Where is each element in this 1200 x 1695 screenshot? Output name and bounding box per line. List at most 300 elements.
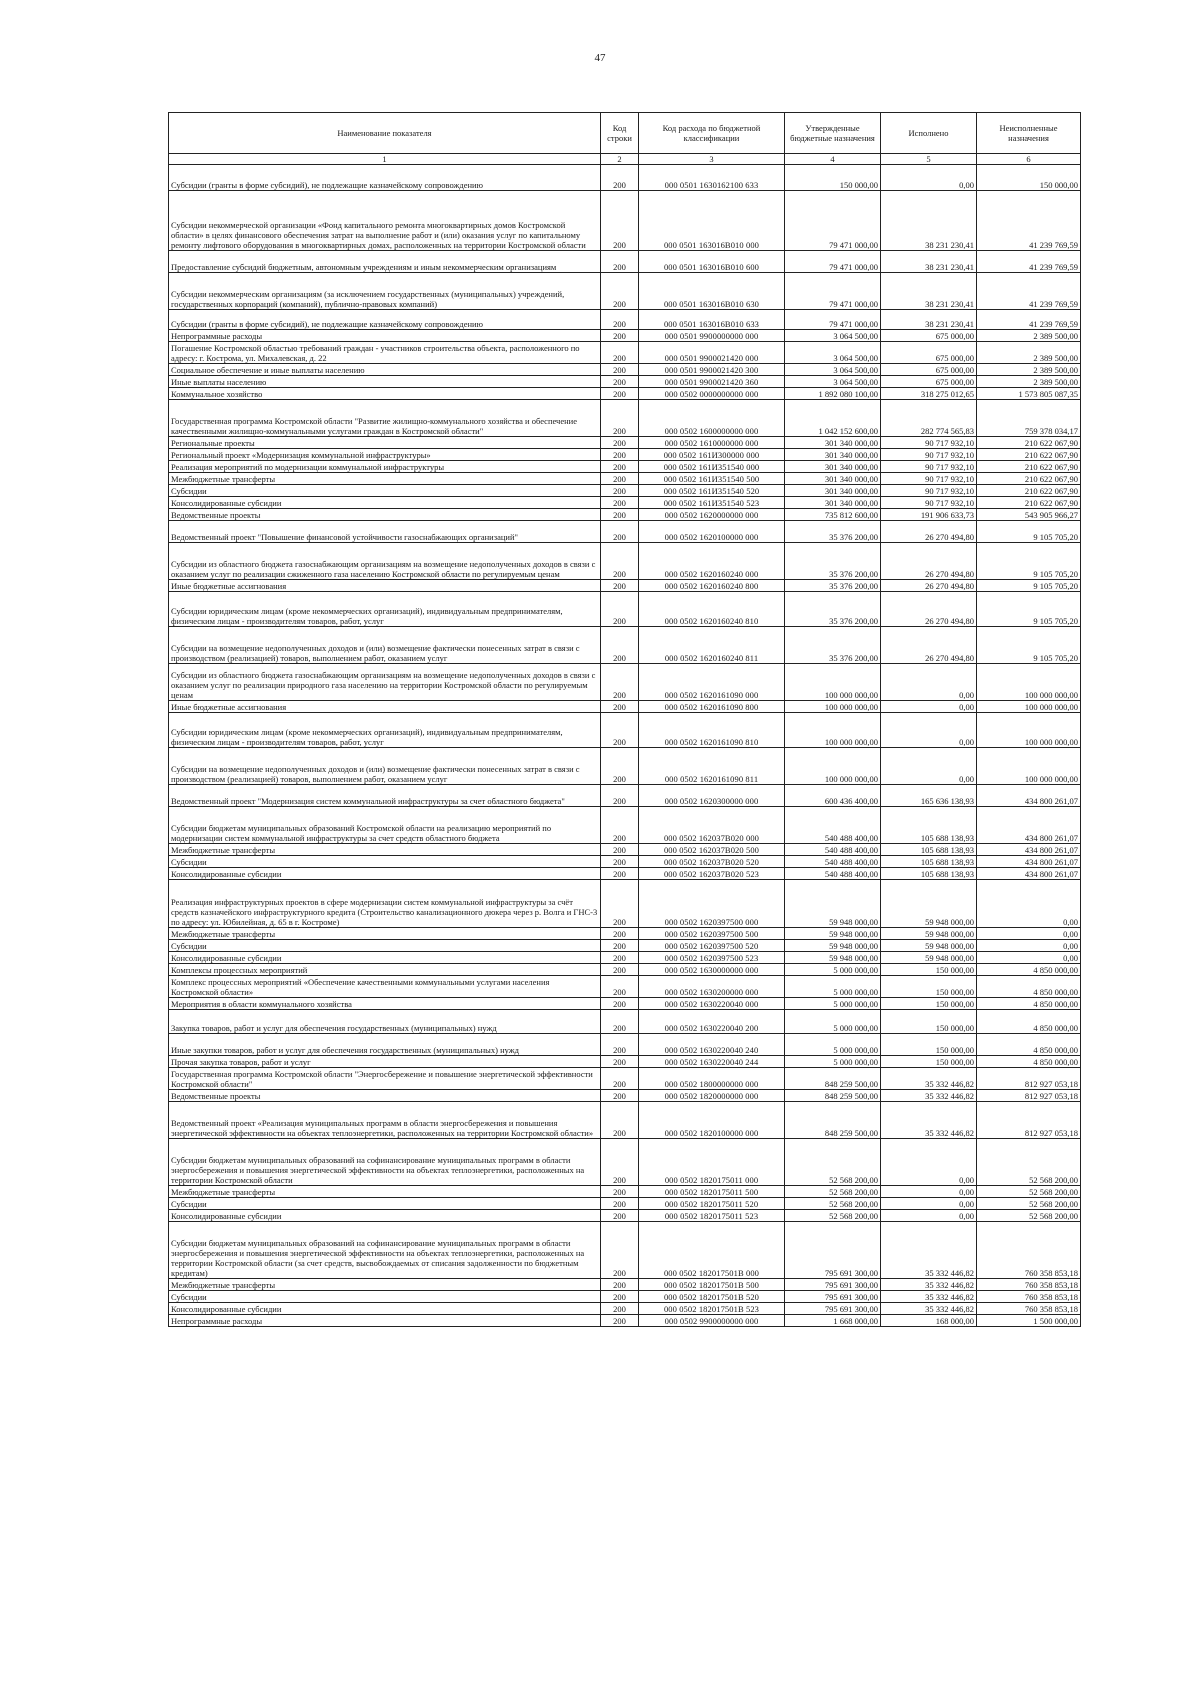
column-number: 2	[601, 154, 639, 165]
row-remaining-amount: 100 000 000,00	[977, 713, 1081, 748]
row-executed-amount: 26 270 494,80	[881, 521, 977, 543]
row-budget-class-code: 000 0502 1620161090 800	[639, 701, 785, 713]
row-indicator-name: Консолидированные субсидии	[169, 497, 601, 509]
row-indicator-name: Непрограммные расходы	[169, 1315, 601, 1327]
row-budget-class-code: 000 0502 1630220040 244	[639, 1056, 785, 1068]
row-executed-amount: 90 717 932,10	[881, 449, 977, 461]
row-indicator-name: Непрограммные расходы	[169, 330, 601, 342]
row-line-code: 200	[601, 1186, 639, 1198]
row-executed-amount: 35 332 446,82	[881, 1068, 977, 1090]
row-remaining-amount: 41 239 769,59	[977, 310, 1081, 330]
row-budget-class-code: 000 0501 163016В010 630	[639, 273, 785, 310]
row-remaining-amount: 9 105 705,20	[977, 592, 1081, 627]
row-indicator-name: Субсидии юридическим лицам (кроме некоммерческих организаций), индивидуальным предпринимателям, физическим лицам - производителям товаров, работ, услуг	[169, 592, 601, 627]
row-approved-amount: 795 691 300,00	[785, 1279, 881, 1291]
row-remaining-amount: 52 568 200,00	[977, 1186, 1081, 1198]
row-indicator-name: Ведомственный проект "Повышение финансовой устойчивости газоснабжающих организаций"	[169, 521, 601, 543]
row-line-code: 200	[601, 1198, 639, 1210]
table-row	[169, 473, 1081, 485]
table-row	[169, 449, 1081, 461]
row-indicator-name: Ведомственный проект «Реализация муниципальных программ в области энергосбережения и повышения энергетической эффективности на объектах теплоэнергетики, расположенных на территории Костромской области»	[169, 1102, 601, 1139]
row-line-code: 200	[601, 1102, 639, 1139]
row-remaining-amount: 760 358 853,18	[977, 1303, 1081, 1315]
table-row	[169, 868, 1081, 880]
row-approved-amount: 59 948 000,00	[785, 880, 881, 928]
row-indicator-name: Прочая закупка товаров, работ и услуг	[169, 1056, 601, 1068]
row-executed-amount: 0,00	[881, 1186, 977, 1198]
row-executed-amount: 0,00	[881, 1198, 977, 1210]
row-remaining-amount: 210 622 067,90	[977, 461, 1081, 473]
row-remaining-amount: 434 800 261,07	[977, 785, 1081, 807]
row-executed-amount: 38 231 230,41	[881, 310, 977, 330]
row-executed-amount: 105 688 138,93	[881, 807, 977, 844]
table-row	[169, 976, 1081, 998]
row-remaining-amount: 4 850 000,00	[977, 964, 1081, 976]
row-budget-class-code: 000 0502 1620161090 000	[639, 664, 785, 701]
row-approved-amount: 301 340 000,00	[785, 437, 881, 449]
row-executed-amount: 0,00	[881, 165, 977, 191]
table-row	[169, 844, 1081, 856]
table-row	[169, 713, 1081, 748]
row-remaining-amount: 100 000 000,00	[977, 748, 1081, 785]
row-budget-class-code: 000 0502 1620160240 800	[639, 580, 785, 592]
row-remaining-amount: 2 389 500,00	[977, 364, 1081, 376]
row-budget-class-code: 000 0502 1820000000 000	[639, 1090, 785, 1102]
row-executed-amount: 59 948 000,00	[881, 952, 977, 964]
table-row	[169, 521, 1081, 543]
row-approved-amount: 35 376 200,00	[785, 521, 881, 543]
row-line-code: 200	[601, 521, 639, 543]
row-remaining-amount: 9 105 705,20	[977, 521, 1081, 543]
row-approved-amount: 540 488 400,00	[785, 807, 881, 844]
row-line-code: 200	[601, 580, 639, 592]
row-line-code: 200	[601, 998, 639, 1010]
row-remaining-amount: 2 389 500,00	[977, 376, 1081, 388]
row-indicator-name: Субсидии бюджетам муниципальных образований на софинансирование муниципальных программ в области энергосбережения и повышения энергетической эффективности на объектах теплоэнергетики, расположенных на территории Костромской области	[169, 1139, 601, 1186]
row-remaining-amount: 2 389 500,00	[977, 330, 1081, 342]
table-row	[169, 952, 1081, 964]
row-executed-amount: 35 332 446,82	[881, 1222, 977, 1279]
row-indicator-name: Субсидии	[169, 856, 601, 868]
row-approved-amount: 301 340 000,00	[785, 485, 881, 497]
row-line-code: 200	[601, 1056, 639, 1068]
row-executed-amount: 0,00	[881, 748, 977, 785]
row-line-code: 200	[601, 713, 639, 748]
row-budget-class-code: 000 0502 161И300000 000	[639, 449, 785, 461]
row-indicator-name: Субсидии на возмещение недополученных доходов и (или) возмещение фактически понесенных затрат в связи с производством (реализацией) товаров, выполнением работ, оказанием услуг	[169, 627, 601, 664]
row-remaining-amount: 760 358 853,18	[977, 1279, 1081, 1291]
table-row	[169, 273, 1081, 310]
table-row	[169, 1210, 1081, 1222]
row-approved-amount: 100 000 000,00	[785, 701, 881, 713]
header-indicator-name: Наименование показателя	[169, 113, 601, 154]
row-indicator-name: Консолидированные субсидии	[169, 868, 601, 880]
row-remaining-amount: 0,00	[977, 928, 1081, 940]
row-line-code: 200	[601, 400, 639, 437]
row-line-code: 200	[601, 807, 639, 844]
row-remaining-amount: 41 239 769,59	[977, 251, 1081, 273]
row-executed-amount: 150 000,00	[881, 1056, 977, 1068]
row-executed-amount: 35 332 446,82	[881, 1291, 977, 1303]
column-number: 3	[639, 154, 785, 165]
table-row	[169, 1010, 1081, 1034]
table-row	[169, 400, 1081, 437]
row-line-code: 200	[601, 310, 639, 330]
row-indicator-name: Погашение Костромской областью требований граждан - участников строительства объекта, расположенного по адресу: г. Кострома, ул. Михалевская, д. 22	[169, 342, 601, 364]
row-approved-amount: 1 668 000,00	[785, 1315, 881, 1327]
budget-execution-table	[168, 112, 1081, 1327]
row-indicator-name: Межбюджетные трансферты	[169, 1279, 601, 1291]
row-budget-class-code: 000 0502 1620160240 810	[639, 592, 785, 627]
row-indicator-name: Региональные проекты	[169, 437, 601, 449]
row-indicator-name: Реализация мероприятий по модернизации коммунальной инфраструктуры	[169, 461, 601, 473]
row-approved-amount: 735 812 600,00	[785, 509, 881, 521]
row-executed-amount: 26 270 494,80	[881, 543, 977, 580]
row-remaining-amount: 812 927 053,18	[977, 1090, 1081, 1102]
row-indicator-name: Субсидии из областного бюджета газоснабжающим организациям на возмещение недополученных доходов в связи с оказанием услуг по реализации сжиженного газа населению Костромской области по регулируемым ценам	[169, 543, 601, 580]
row-executed-amount: 105 688 138,93	[881, 844, 977, 856]
table-row	[169, 165, 1081, 191]
table-row	[169, 940, 1081, 952]
row-executed-amount: 675 000,00	[881, 376, 977, 388]
row-indicator-name: Консолидированные субсидии	[169, 1210, 601, 1222]
row-executed-amount: 168 000,00	[881, 1315, 977, 1327]
row-indicator-name: Комплекс процессных мероприятий «Обеспечение качественными коммунальными услугами населения Костромской области»	[169, 976, 601, 998]
row-approved-amount: 100 000 000,00	[785, 713, 881, 748]
row-line-code: 200	[601, 928, 639, 940]
row-budget-class-code: 000 0502 1620397500 500	[639, 928, 785, 940]
row-budget-class-code: 000 0502 1820175011 523	[639, 1210, 785, 1222]
table-row	[169, 1279, 1081, 1291]
row-indicator-name: Субсидии на возмещение недополученных доходов и (или) возмещение фактически понесенных затрат в связи с производством (реализацией) товаров, выполнением работ, оказанием услуг	[169, 748, 601, 785]
row-indicator-name: Закупка товаров, работ и услуг для обеспечения государственных (муниципальных) нужд	[169, 1010, 601, 1034]
row-indicator-name: Субсидии	[169, 940, 601, 952]
row-budget-class-code: 000 0502 1820175011 000	[639, 1139, 785, 1186]
row-remaining-amount: 0,00	[977, 952, 1081, 964]
row-remaining-amount: 210 622 067,90	[977, 437, 1081, 449]
row-line-code: 200	[601, 1303, 639, 1315]
row-budget-class-code: 000 0502 161И351540 500	[639, 473, 785, 485]
row-line-code: 200	[601, 376, 639, 388]
row-indicator-name: Реализация инфраструктурных проектов в сфере модернизации систем коммунальной инфраструктуры за счёт средств казначейского инфраструктурного кредита (Строительство канализационного дюкера через р. Волга и ГНС-3 по адресу: ул. Юбилейная, д. 65 в г. Костроме)	[169, 880, 601, 928]
table-row	[169, 627, 1081, 664]
row-approved-amount: 79 471 000,00	[785, 310, 881, 330]
row-budget-class-code: 000 0501 163016В010 000	[639, 191, 785, 251]
budget-table-container	[168, 112, 1080, 1327]
table-row	[169, 497, 1081, 509]
row-budget-class-code: 000 0502 1630200000 000	[639, 976, 785, 998]
column-number-row	[169, 154, 1081, 165]
row-executed-amount: 0,00	[881, 664, 977, 701]
row-executed-amount: 165 636 138,93	[881, 785, 977, 807]
table-row	[169, 748, 1081, 785]
table-row	[169, 580, 1081, 592]
row-line-code: 200	[601, 1315, 639, 1327]
row-budget-class-code: 000 0502 1600000000 000	[639, 400, 785, 437]
row-approved-amount: 5 000 000,00	[785, 976, 881, 998]
row-approved-amount: 301 340 000,00	[785, 449, 881, 461]
row-approved-amount: 100 000 000,00	[785, 748, 881, 785]
row-executed-amount: 675 000,00	[881, 342, 977, 364]
row-indicator-name: Субсидии	[169, 485, 601, 497]
row-indicator-name: Ведомственные проекты	[169, 1090, 601, 1102]
row-line-code: 200	[601, 1279, 639, 1291]
row-line-code: 200	[601, 364, 639, 376]
table-row	[169, 1034, 1081, 1056]
row-executed-amount: 282 774 565,83	[881, 400, 977, 437]
row-indicator-name: Консолидированные субсидии	[169, 952, 601, 964]
row-budget-class-code: 000 0502 1620000000 000	[639, 509, 785, 521]
row-approved-amount: 540 488 400,00	[785, 868, 881, 880]
row-indicator-name: Субсидии	[169, 1291, 601, 1303]
row-executed-amount: 675 000,00	[881, 330, 977, 342]
table-row	[169, 701, 1081, 713]
row-approved-amount: 52 568 200,00	[785, 1139, 881, 1186]
row-approved-amount: 848 259 500,00	[785, 1102, 881, 1139]
table-row	[169, 1056, 1081, 1068]
row-approved-amount: 59 948 000,00	[785, 940, 881, 952]
row-approved-amount: 600 436 400,00	[785, 785, 881, 807]
row-line-code: 200	[601, 964, 639, 976]
row-indicator-name: Иные бюджетные ассигнования	[169, 701, 601, 713]
row-remaining-amount: 52 568 200,00	[977, 1198, 1081, 1210]
row-approved-amount: 52 568 200,00	[785, 1210, 881, 1222]
row-budget-class-code: 000 0502 162037В020 523	[639, 868, 785, 880]
table-row	[169, 1139, 1081, 1186]
row-approved-amount: 301 340 000,00	[785, 473, 881, 485]
table-row	[169, 1102, 1081, 1139]
row-indicator-name: Ведомственный проект "Модернизация систем коммунальной инфраструктуры за счет областного бюджета"	[169, 785, 601, 807]
row-budget-class-code: 000 0502 1620100000 000	[639, 521, 785, 543]
row-executed-amount: 38 231 230,41	[881, 251, 977, 273]
table-row	[169, 485, 1081, 497]
row-indicator-name: Ведомственные проекты	[169, 509, 601, 521]
row-line-code: 200	[601, 497, 639, 509]
row-remaining-amount: 4 850 000,00	[977, 1010, 1081, 1034]
row-line-code: 200	[601, 701, 639, 713]
table-row	[169, 509, 1081, 521]
table-row	[169, 461, 1081, 473]
row-executed-amount: 0,00	[881, 713, 977, 748]
row-remaining-amount: 0,00	[977, 940, 1081, 952]
row-approved-amount: 5 000 000,00	[785, 964, 881, 976]
row-budget-class-code: 000 0502 1620397500 523	[639, 952, 785, 964]
row-line-code: 200	[601, 1222, 639, 1279]
table-row	[169, 807, 1081, 844]
table-row	[169, 191, 1081, 251]
row-budget-class-code: 000 0501 1630162100 633	[639, 165, 785, 191]
table-row	[169, 437, 1081, 449]
row-budget-class-code: 000 0501 9900021420 360	[639, 376, 785, 388]
row-remaining-amount: 41 239 769,59	[977, 191, 1081, 251]
row-executed-amount: 150 000,00	[881, 1034, 977, 1056]
row-line-code: 200	[601, 1010, 639, 1034]
row-remaining-amount: 9 105 705,20	[977, 627, 1081, 664]
table-row	[169, 1090, 1081, 1102]
row-approved-amount: 301 340 000,00	[785, 461, 881, 473]
row-budget-class-code: 000 0502 182017501В 520	[639, 1291, 785, 1303]
row-line-code: 200	[601, 1291, 639, 1303]
row-line-code: 200	[601, 1068, 639, 1090]
row-remaining-amount: 52 568 200,00	[977, 1139, 1081, 1186]
row-line-code: 200	[601, 485, 639, 497]
column-number: 5	[881, 154, 977, 165]
row-remaining-amount: 9 105 705,20	[977, 580, 1081, 592]
row-line-code: 200	[601, 748, 639, 785]
row-approved-amount: 52 568 200,00	[785, 1186, 881, 1198]
row-indicator-name: Иные бюджетные ассигнования	[169, 580, 601, 592]
row-executed-amount: 35 332 446,82	[881, 1279, 977, 1291]
row-line-code: 200	[601, 461, 639, 473]
row-approved-amount: 540 488 400,00	[785, 844, 881, 856]
header-remaining: Неисполненные назначения	[977, 113, 1081, 154]
column-number: 1	[169, 154, 601, 165]
row-executed-amount: 90 717 932,10	[881, 461, 977, 473]
row-budget-class-code: 000 0502 1820100000 000	[639, 1102, 785, 1139]
row-remaining-amount: 4 850 000,00	[977, 1056, 1081, 1068]
row-executed-amount: 90 717 932,10	[881, 497, 977, 509]
row-approved-amount: 79 471 000,00	[785, 251, 881, 273]
table-body	[169, 165, 1081, 1327]
row-line-code: 200	[601, 592, 639, 627]
row-approved-amount: 52 568 200,00	[785, 1198, 881, 1210]
row-approved-amount: 5 000 000,00	[785, 998, 881, 1010]
row-approved-amount: 795 691 300,00	[785, 1303, 881, 1315]
table-row	[169, 1068, 1081, 1090]
row-budget-class-code: 000 0502 161И351540 523	[639, 497, 785, 509]
row-approved-amount: 540 488 400,00	[785, 856, 881, 868]
row-remaining-amount: 760 358 853,18	[977, 1222, 1081, 1279]
row-line-code: 200	[601, 473, 639, 485]
row-remaining-amount: 9 105 705,20	[977, 543, 1081, 580]
row-line-code: 200	[601, 273, 639, 310]
row-indicator-name: Субсидии юридическим лицам (кроме некоммерческих организаций), индивидуальным предпринимателям, физическим лицам - производителям товаров, работ, услуг	[169, 713, 601, 748]
row-remaining-amount: 434 800 261,07	[977, 844, 1081, 856]
row-line-code: 200	[601, 880, 639, 928]
row-remaining-amount: 812 927 053,18	[977, 1102, 1081, 1139]
row-approved-amount: 795 691 300,00	[785, 1222, 881, 1279]
table-row	[169, 1315, 1081, 1327]
row-executed-amount: 35 332 446,82	[881, 1090, 977, 1102]
row-remaining-amount: 4 850 000,00	[977, 1034, 1081, 1056]
row-approved-amount: 59 948 000,00	[785, 952, 881, 964]
row-indicator-name: Региональный проект «Модернизация коммунальной инфраструктуры»	[169, 449, 601, 461]
row-indicator-name: Субсидии из областного бюджета газоснабжающим организациям на возмещение недополученных доходов в связи с оказанием услуг по реализации природного газа населению на территории Костромской области по регулируемым ценам	[169, 664, 601, 701]
row-approved-amount: 1 042 152 600,00	[785, 400, 881, 437]
row-indicator-name: Межбюджетные трансферты	[169, 928, 601, 940]
row-line-code: 200	[601, 940, 639, 952]
row-line-code: 200	[601, 844, 639, 856]
row-line-code: 200	[601, 449, 639, 461]
table-row	[169, 1222, 1081, 1279]
row-budget-class-code: 000 0502 1820175011 520	[639, 1198, 785, 1210]
row-indicator-name: Межбюджетные трансферты	[169, 844, 601, 856]
row-remaining-amount: 210 622 067,90	[977, 497, 1081, 509]
row-approved-amount: 150 000,00	[785, 165, 881, 191]
row-indicator-name: Субсидии бюджетам муниципальных образований на софинансирование муниципальных программ в области энергосбережения и повышения энергетической эффективности на объектах теплоэнергетики, расположенных на территории Костромской области (за счет средств, высвобождаемых от списания задолженности по бюджетным кредитам)	[169, 1222, 601, 1279]
table-row	[169, 1186, 1081, 1198]
table-row	[169, 664, 1081, 701]
row-line-code: 200	[601, 509, 639, 521]
row-budget-class-code: 000 0502 162037В020 000	[639, 807, 785, 844]
row-executed-amount: 105 688 138,93	[881, 868, 977, 880]
row-budget-class-code: 000 0502 1630220040 200	[639, 1010, 785, 1034]
row-budget-class-code: 000 0502 1620160240 811	[639, 627, 785, 664]
row-line-code: 200	[601, 191, 639, 251]
row-remaining-amount: 4 850 000,00	[977, 998, 1081, 1010]
row-line-code: 200	[601, 627, 639, 664]
row-executed-amount: 150 000,00	[881, 998, 977, 1010]
row-approved-amount: 3 064 500,00	[785, 330, 881, 342]
row-indicator-name: Социальное обеспечение и иные выплаты населению	[169, 364, 601, 376]
row-budget-class-code: 000 0502 9900000000 000	[639, 1315, 785, 1327]
column-number: 6	[977, 154, 1081, 165]
table-row	[169, 251, 1081, 273]
row-executed-amount: 38 231 230,41	[881, 191, 977, 251]
row-budget-class-code: 000 0502 1630000000 000	[639, 964, 785, 976]
row-line-code: 200	[601, 868, 639, 880]
table-row	[169, 1291, 1081, 1303]
row-line-code: 200	[601, 330, 639, 342]
row-indicator-name: Субсидии некоммерческим организациям (за исключением государственных (муниципальных) учреждений, государственных корпораций (компаний), публично-правовых компаний)	[169, 273, 601, 310]
row-remaining-amount: 210 622 067,90	[977, 473, 1081, 485]
table-row	[169, 388, 1081, 400]
table-row	[169, 330, 1081, 342]
row-line-code: 200	[601, 952, 639, 964]
table-row	[169, 928, 1081, 940]
row-executed-amount: 59 948 000,00	[881, 880, 977, 928]
row-remaining-amount: 41 239 769,59	[977, 273, 1081, 310]
row-budget-class-code: 000 0501 163016В010 633	[639, 310, 785, 330]
row-executed-amount: 35 332 446,82	[881, 1303, 977, 1315]
row-budget-class-code: 000 0502 1630220040 240	[639, 1034, 785, 1056]
row-line-code: 200	[601, 543, 639, 580]
row-indicator-name: Государственная программа Костромской области "Развитие жилищно-коммунального хозяйства и обеспечение качественными жилищно-коммунальными услугами граждан в Костромской области"	[169, 400, 601, 437]
row-approved-amount: 5 000 000,00	[785, 1034, 881, 1056]
row-remaining-amount: 4 850 000,00	[977, 976, 1081, 998]
row-indicator-name: Коммунальное хозяйство	[169, 388, 601, 400]
row-approved-amount: 35 376 200,00	[785, 627, 881, 664]
row-remaining-amount: 1 573 805 087,35	[977, 388, 1081, 400]
row-remaining-amount: 210 622 067,90	[977, 449, 1081, 461]
header-line-code: Код строки	[601, 113, 639, 154]
table-row	[169, 592, 1081, 627]
row-approved-amount: 100 000 000,00	[785, 664, 881, 701]
table-row	[169, 1303, 1081, 1315]
row-executed-amount: 26 270 494,80	[881, 627, 977, 664]
row-line-code: 200	[601, 1210, 639, 1222]
row-executed-amount: 90 717 932,10	[881, 485, 977, 497]
row-remaining-amount: 0,00	[977, 880, 1081, 928]
row-budget-class-code: 000 0502 1620300000 000	[639, 785, 785, 807]
row-approved-amount: 5 000 000,00	[785, 1010, 881, 1034]
row-executed-amount: 35 332 446,82	[881, 1102, 977, 1139]
row-indicator-name: Межбюджетные трансферты	[169, 1186, 601, 1198]
row-line-code: 200	[601, 437, 639, 449]
row-indicator-name: Мероприятия в области коммунального хозяйства	[169, 998, 601, 1010]
row-executed-amount: 105 688 138,93	[881, 856, 977, 868]
row-indicator-name: Субсидии (гранты в форме субсидий), не подлежащие казначейскому сопровождению	[169, 165, 601, 191]
table-row	[169, 785, 1081, 807]
table-row	[169, 342, 1081, 364]
row-budget-class-code: 000 0501 9900021420 000	[639, 342, 785, 364]
row-line-code: 200	[601, 251, 639, 273]
row-executed-amount: 191 906 633,73	[881, 509, 977, 521]
row-budget-class-code: 000 0502 182017501В 500	[639, 1279, 785, 1291]
row-approved-amount: 35 376 200,00	[785, 543, 881, 580]
row-remaining-amount: 150 000,00	[977, 165, 1081, 191]
row-budget-class-code: 000 0501 163016В010 600	[639, 251, 785, 273]
